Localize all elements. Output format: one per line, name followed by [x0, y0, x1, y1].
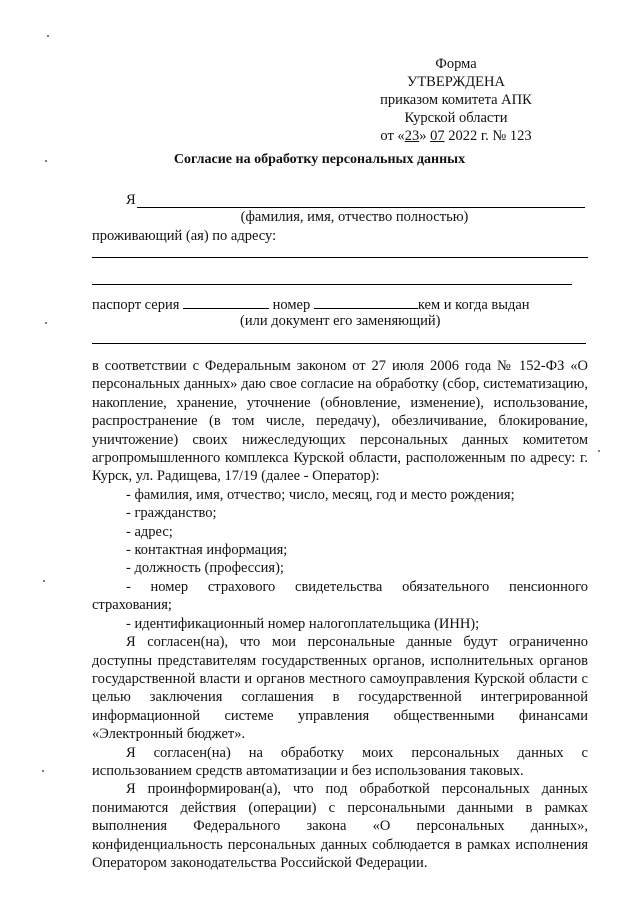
order-label: приказом комитета АПК: [380, 92, 532, 108]
passport-number-field[interactable]: [314, 296, 418, 309]
order-month: 07: [430, 128, 445, 144]
scan-speck: [47, 35, 49, 37]
passport-row: [92, 296, 530, 314]
fio-caption: (фамилия, имя, отчество полностью): [240, 209, 469, 225]
informed-paragraph: Я проинформирован(а), что под обработкой персональных данных понимаются действия (операции) с персональными данными в рамках выполнения Федерального закона «О персональных данных», конфиденциальность персональных данных соблюдается в рамках исполнения Оператором законодательства Российской Федерации.: [92, 781, 588, 871]
consent-body: [92, 357, 588, 872]
scan-speck: [45, 160, 47, 162]
list-item: - должность (профессия);: [126, 560, 284, 577]
address-label: проживающий (ая) по адресу:: [92, 228, 277, 244]
passport-caption: (или документ его заменяющий): [240, 313, 441, 329]
access-paragraph: Я согласен(на), что мои персональные данные будут ограниченно доступны представителям государственных органов, исполнительных органов государственной власти и органов местного самоуправления Курской области с целью заключения соглашения в государственной интегрированной информационной системе управления общественными финансами «Электронный бюджет».: [92, 634, 588, 743]
approval-header: [361, 55, 551, 145]
region-label: Курской области: [404, 110, 508, 126]
order-date: от «23» 07 2022 г. № 123: [380, 128, 532, 144]
address-field-line-2[interactable]: [92, 284, 572, 285]
form-label: Форма: [435, 56, 477, 72]
list-item: - номер страхового свидетельства обязательного пенсионного страхования;: [92, 578, 588, 614]
address-field-line-1[interactable]: [92, 257, 588, 258]
intro-paragraph: в соответствии с Федеральным законом от 27 июля 2006 года № 152-ФЗ «О персональных данных» даю свое согласие на обработку (сбор, систематизацию, накопление, хранение, уточнение (обновление, изменение), использование, распространение (в том числе, передачу), обезличивание, блокирование, уничтожение) своих нижеследующих персональных данных комитетом агропромышленного комплекса Курской области, расположенным по адресу: г. Курск, ул. Радищева, 17/19 (далее - Оператор):: [92, 358, 588, 485]
list-item: - адрес;: [126, 523, 173, 540]
list-item: - гражданство;: [126, 505, 217, 522]
passport-number-label: номер: [272, 297, 311, 313]
approved-label: УТВЕРЖДЕНА: [407, 74, 505, 90]
fio-prefix: Я: [126, 192, 136, 208]
document-title: Согласие на обработку персональных данных: [173, 152, 466, 167]
automation-paragraph: Я согласен(на) на обработку моих персональных данных с использованием средств автоматизации и без использования таковых.: [92, 744, 588, 779]
list-item: - фамилия, имя, отчество; число, месяц, год и место рождения;: [126, 486, 515, 503]
fio-field[interactable]: [137, 207, 585, 208]
passport-series-label: паспорт серия: [92, 297, 180, 313]
passport-series-field[interactable]: [183, 296, 269, 309]
passport-issued-label: кем и когда выдан: [417, 297, 530, 313]
order-day: 23: [404, 128, 420, 144]
passport-issued-field[interactable]: [92, 343, 586, 344]
scan-speck: [45, 322, 47, 324]
scan-speck: [42, 770, 44, 772]
list-item: - контактная информация;: [126, 542, 288, 559]
list-item: - идентификационный номер налогоплательщика (ИНН);: [126, 615, 480, 632]
scan-speck: [598, 450, 600, 452]
scan-speck: [43, 580, 45, 582]
